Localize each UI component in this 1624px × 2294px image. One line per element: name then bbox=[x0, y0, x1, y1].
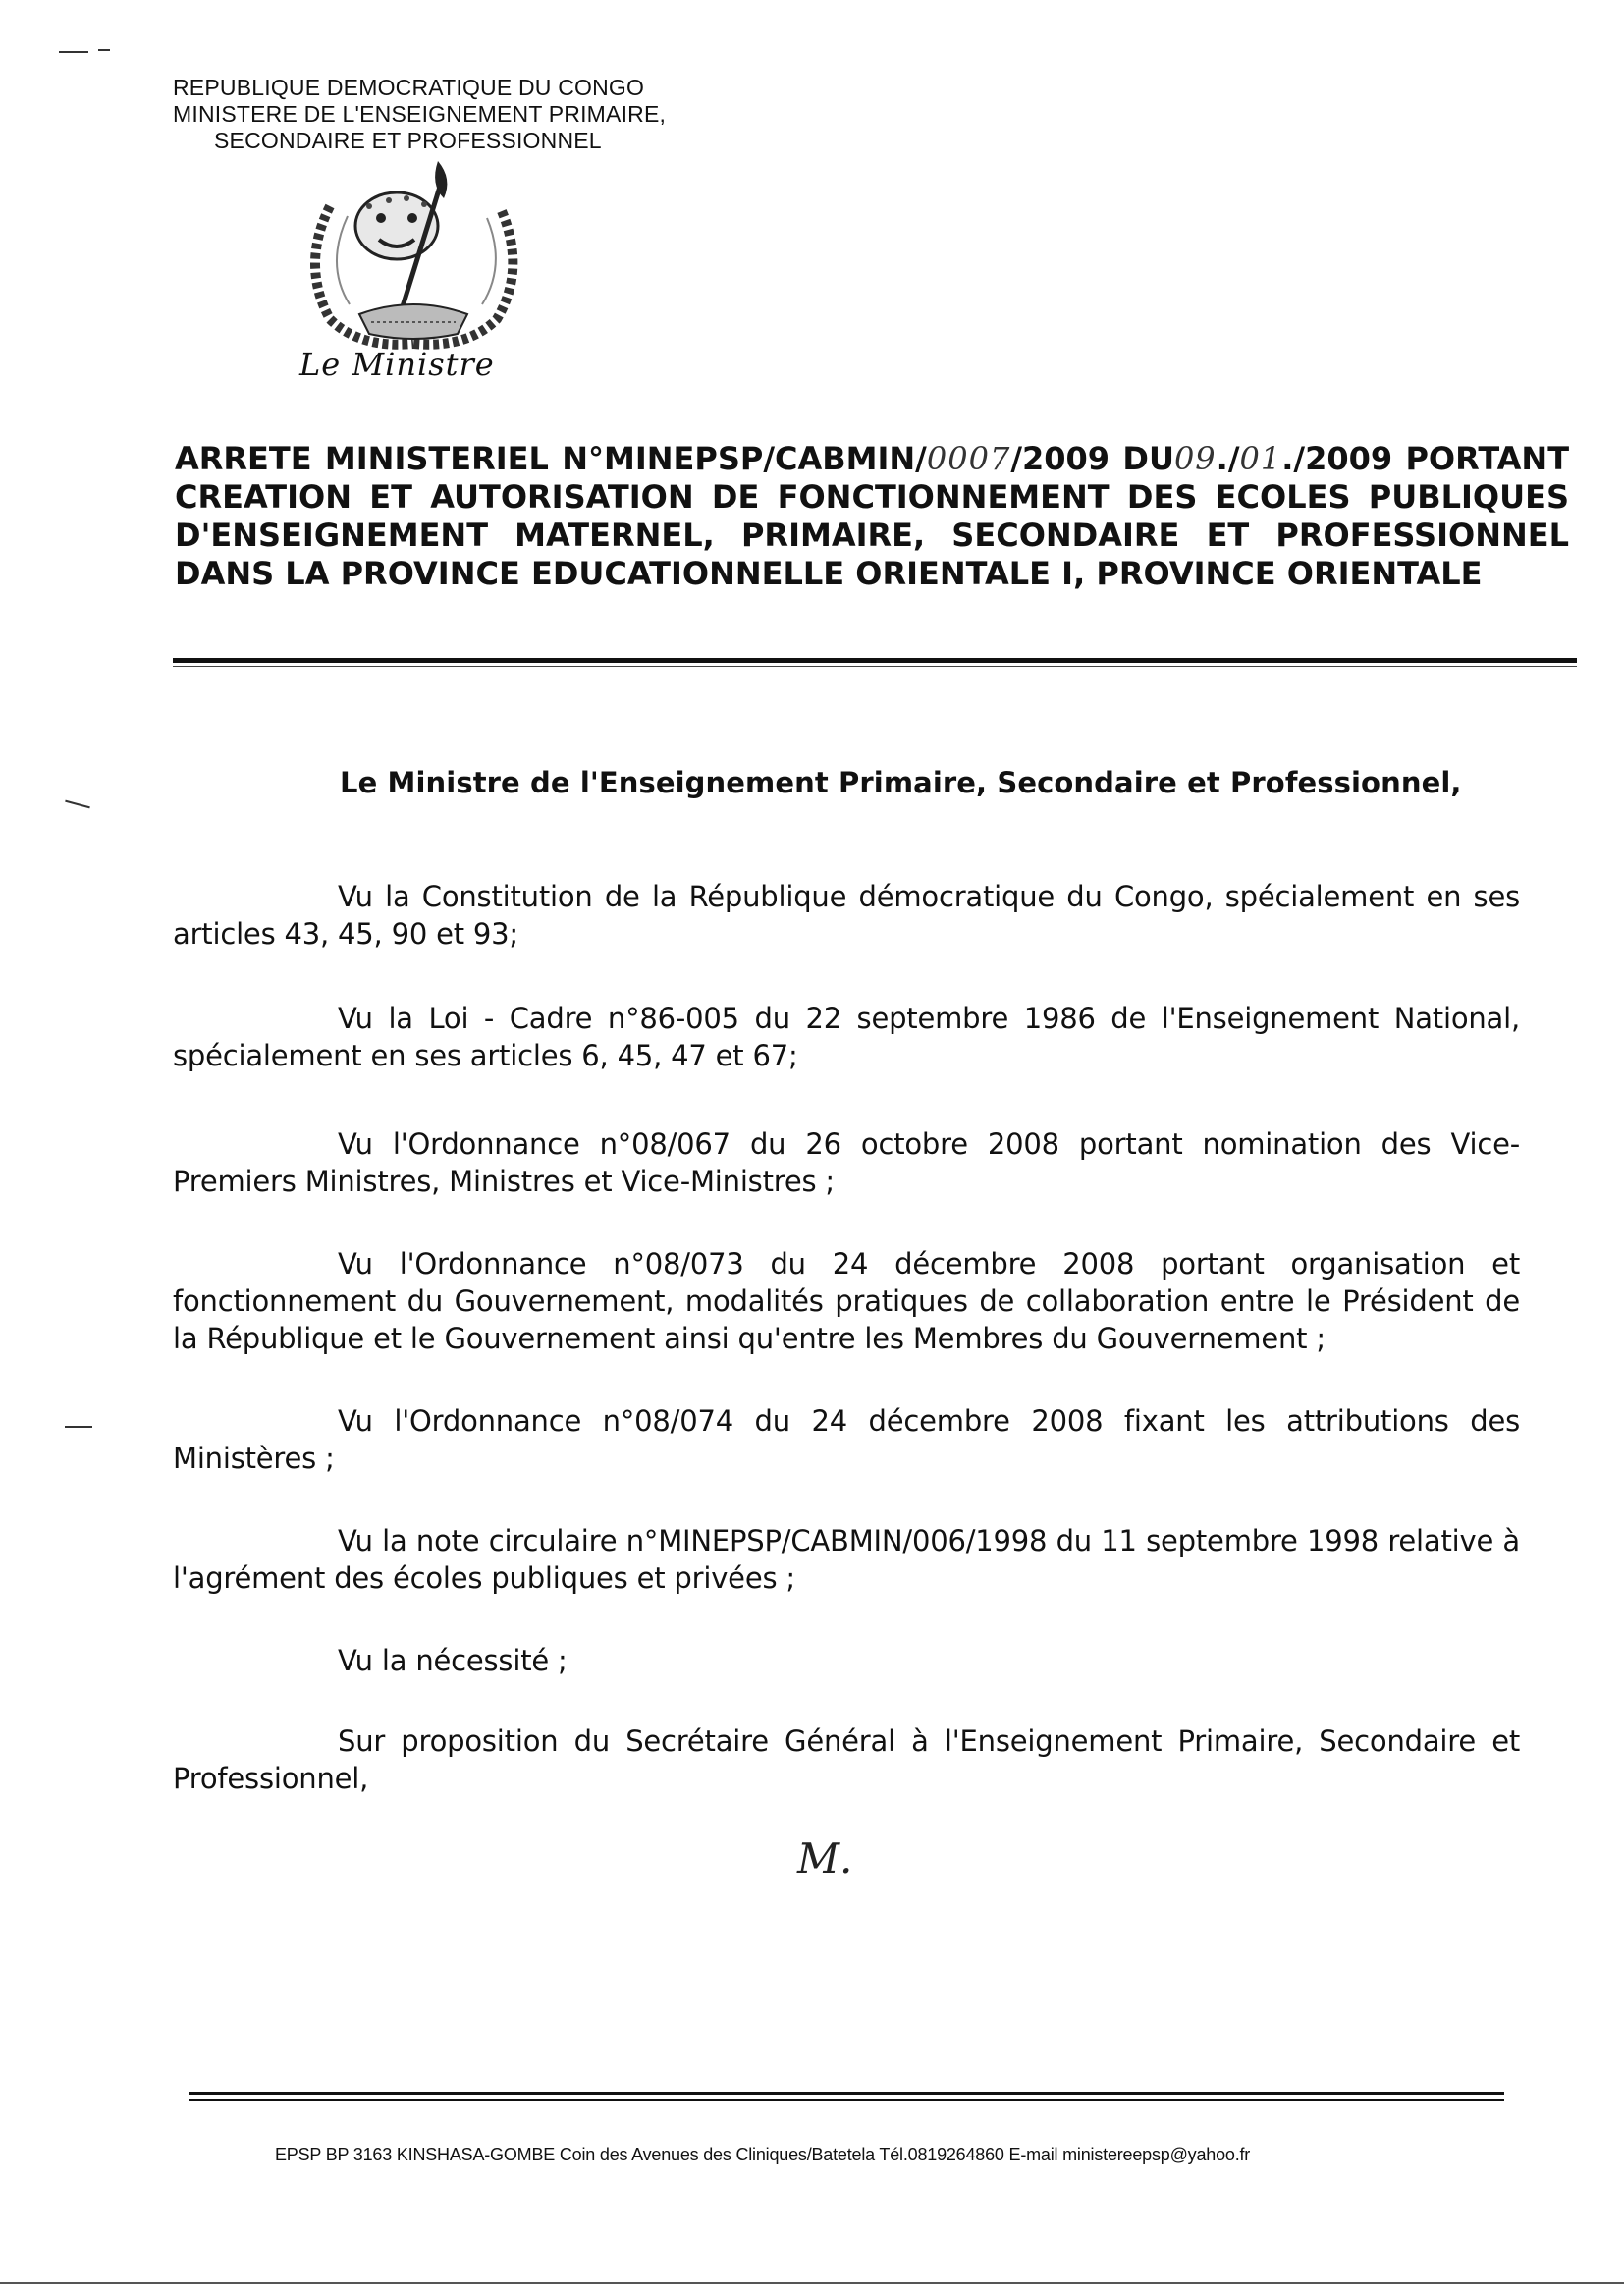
paragraph-ordonnance-074: Vu l'Ordonnance n°08/074 du 24 décembre 2008 fixant les attributions des Ministères ; bbox=[173, 1404, 1520, 1475]
decree-month-handwritten: 01 bbox=[1239, 440, 1282, 477]
scan-speck bbox=[59, 51, 88, 53]
decree-number-handwritten: 0007 bbox=[926, 440, 1011, 477]
scan-speck bbox=[65, 1426, 92, 1428]
decree-date-separator: . bbox=[1216, 440, 1228, 477]
paragraph-loi-cadre: Vu la Loi - Cadre n°86-005 du 22 septembre 1986 de l'Enseignement National, spécialement en ses articles 6, 45, 47 et 67; bbox=[173, 1002, 1520, 1072]
scan-speck bbox=[65, 800, 90, 809]
paragraph-necessite: Vu la nécessité ; bbox=[338, 1644, 568, 1677]
letterhead-ministry: MINISTERE DE L'ENSEIGNEMENT PRIMAIRE, bbox=[173, 101, 667, 127]
paragraph-constitution: Vu la Constitution de la République démocratique du Congo, spécialement en ses articles 43, 45, 90 et 93; bbox=[173, 880, 1520, 951]
letterhead-country: REPUBLIQUE DEMOCRATIQUE DU CONGO bbox=[173, 75, 645, 100]
paragraph-proposition: Sur proposition du Secrétaire Général à l'Enseignement Primaire, Secondaire et Professionnel, bbox=[173, 1724, 1520, 1795]
decree-title bbox=[175, 440, 1569, 593]
decree-day-handwritten: 09 bbox=[1173, 440, 1217, 477]
decree-number-prefix: ARRETE MINISTERIEL N°MINEPSP/CABMIN/ bbox=[175, 440, 927, 477]
paragraph-note-circulaire: Vu la note circulaire n°MINEPSP/CABMIN/006/1998 du 11 septembre 1998 relative à l'agrément des écoles publiques et privées ; bbox=[173, 1524, 1520, 1595]
letterhead-ministry-cont: SECONDAIRE ET PROFESSIONNEL bbox=[214, 128, 602, 153]
coat-of-arms-icon bbox=[291, 157, 536, 363]
footer-divider bbox=[189, 2092, 1504, 2095]
initials-signature: M. bbox=[797, 1834, 853, 1883]
footer-address: EPSP BP 3163 KINSHASA-GOMBE Coin des Avenues des Cliniques/Batetela Tél.0819264860 E-mail ministereepsp@yahoo.fr bbox=[275, 2145, 1251, 2164]
minister-title-script: Le Ministre bbox=[299, 346, 495, 383]
scan-speck bbox=[98, 49, 110, 51]
title-divider bbox=[173, 658, 1577, 663]
page-bottom-edge bbox=[0, 2282, 1624, 2284]
title-divider-thin bbox=[173, 666, 1577, 667]
minister-heading: Le Ministre de l'Enseignement Primaire, Secondaire et Professionnel, bbox=[340, 766, 1462, 799]
decree-subject: PORTANT CREATION ET AUTORISATION DE FONCTIONNEMENT DES ECOLES PUBLIQUES D'ENSEIGNEMENT MATERNEL, PRIMAIRE, SECONDAIRE ET PROFESSIONNEL DANS LA PROVINCE EDUCATIONNELLE ORIENTALE I, PROVINCE ORIENTALE bbox=[175, 440, 1570, 592]
paragraph-ordonnance-067: Vu l'Ordonnance n°08/067 du 26 octobre 2008 portant nomination des Vice-Premiers Ministres, Ministres et Vice-Ministres ; bbox=[173, 1127, 1520, 1198]
decree-year: /2009 DU bbox=[1010, 440, 1174, 477]
paragraph-ordonnance-073: Vu l'Ordonnance n°08/073 du 24 décembre 2008 portant organisation et fonctionnement du Gouvernement, modalités pratiques de collaboration entre le Président de la République et le Gouvernement ainsi qu'entre les Membres du Gouvernement ; bbox=[173, 1247, 1520, 1355]
decree-date-year: ./2009 bbox=[1281, 440, 1393, 477]
letterhead bbox=[173, 75, 666, 154]
decree-date-slash: / bbox=[1227, 440, 1240, 477]
footer-divider-second bbox=[189, 2099, 1504, 2101]
